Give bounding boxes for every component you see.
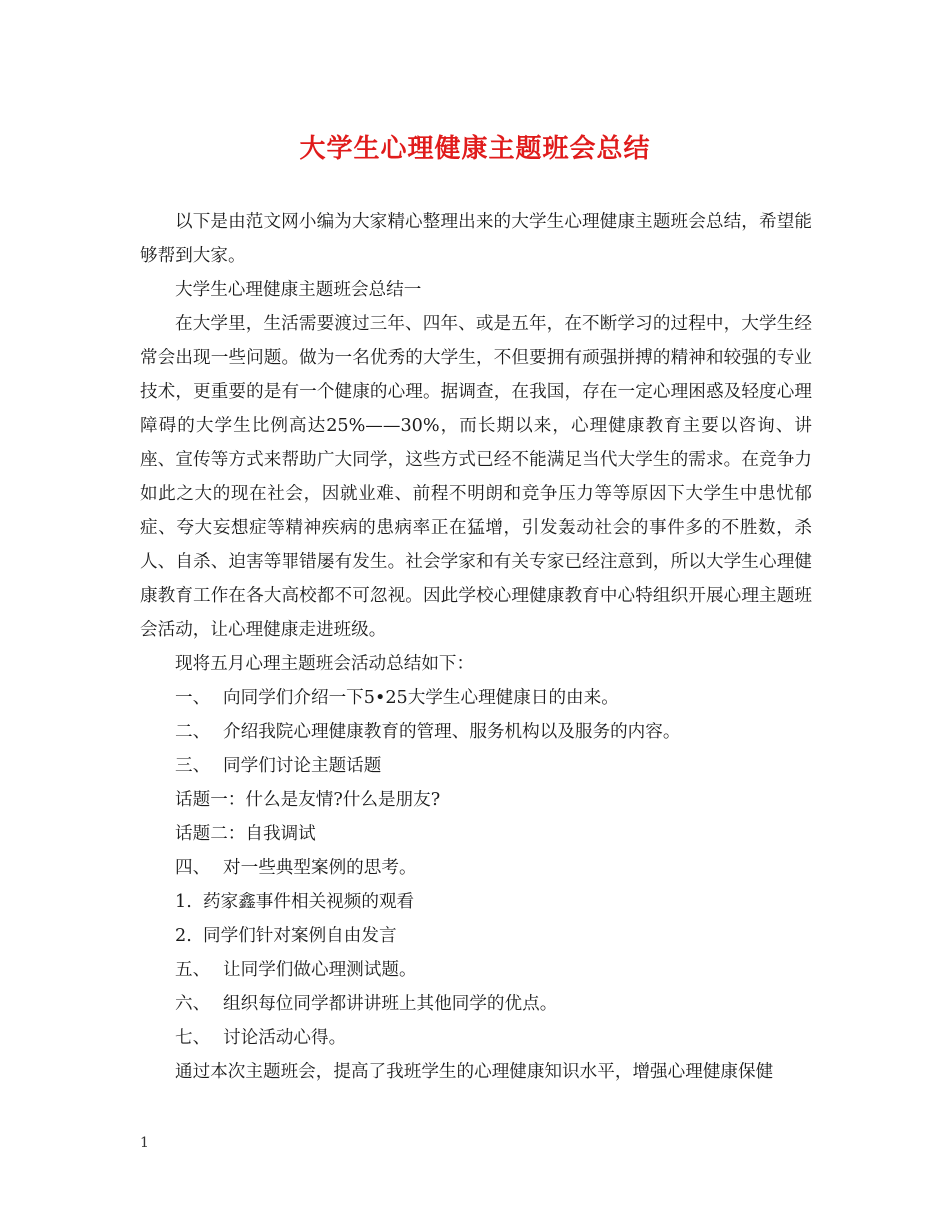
page-number: 1 bbox=[140, 1135, 149, 1151]
list-item bbox=[140, 987, 812, 1021]
list-item-number: 二、 bbox=[175, 722, 211, 742]
list-item bbox=[140, 1021, 812, 1055]
main-paragraph: 在大学里，生活需要渡过三年、四年、或是五年，在不断学习的过程中，大学生经常会出现一些问题。做为一名优秀的大学生，不但要拥有顽强拼搏的精神和较强的专业技术，更重要的是有一个健康的心理。据调查，在我国，存在一定心理困惑及轻度心理障碍的大学生比例高达25%——30%，而长期以来，心理健康教育主要以咨询、讲座、宣传等方式来帮助广大同学，这些方式已经不能满足当代大学生的需求。在竞争力如此之大的现在社会，因就业难、前程不明朗和竞争压力等等原因下大学生中患忧郁症、夸大妄想症等精神疾病的患病率正在猛增，引发轰动社会的事件多的不胜数，杀人、自杀、迫害等罪错屡有发生。社会学家和有关专家已经注意到，所以大学生心理健康教育工作在各大高校都不可忽视。因此学校心理健康教育中心特组织开展心理主题班会活动，让心理健康走进班级。 bbox=[140, 314, 812, 640]
list-item bbox=[140, 851, 812, 885]
sub-list-item bbox=[140, 885, 812, 919]
list-item bbox=[140, 953, 812, 987]
list-item-text: 讨论活动心得。 bbox=[223, 1028, 347, 1048]
list-item bbox=[140, 715, 812, 749]
topic-two: 话题二：自我调试 bbox=[175, 824, 316, 844]
sub-list-item-text: 同学们针对案例自由发言 bbox=[203, 926, 397, 946]
list-item-number: 三、 bbox=[175, 756, 211, 776]
list-item-number: 六、 bbox=[175, 994, 211, 1014]
list-item-number: 七、 bbox=[175, 1028, 211, 1048]
closing-paragraph: 通过本次主题班会，提高了我班学生的心理健康知识水平，增强心理健康保健 bbox=[175, 1062, 774, 1082]
list-item bbox=[140, 749, 812, 783]
list-item-number: 四、 bbox=[175, 858, 211, 878]
sub-list-item-text: 药家鑫事件相关视频的观看 bbox=[203, 892, 415, 912]
list-item-text: 向同学们介绍一下5•25大学生心理健康日的由来。 bbox=[223, 688, 619, 708]
list-item-text: 介绍我院心理健康教育的管理、服务机构以及服务的内容。 bbox=[223, 722, 681, 742]
list-item-text: 组织每位同学都讲讲班上其他同学的优点。 bbox=[223, 994, 558, 1014]
document-title: 大学生心理健康主题班会总结 bbox=[299, 134, 651, 164]
intro-paragraph: 以下是由范文网小编为大家精心整理出来的大学生心理健康主题班会总结，希望能够帮到大家。 bbox=[140, 212, 812, 266]
topic-one: 话题一：什么是友情?什么是朋友? bbox=[175, 790, 441, 810]
list-item-text: 对一些典型案例的思考。 bbox=[223, 858, 417, 878]
list-item bbox=[140, 681, 812, 715]
summary-intro: 现将五月心理主题班会活动总结如下： bbox=[175, 654, 475, 674]
sub-list-item bbox=[140, 919, 812, 953]
list-item-text: 同学们讨论主题话题 bbox=[223, 756, 382, 776]
list-item-number: 一、 bbox=[175, 688, 211, 708]
sub-list-item-number: 1. bbox=[175, 892, 192, 912]
sub-list-item-number: 2. bbox=[175, 926, 192, 946]
list-item-number: 五、 bbox=[175, 960, 211, 980]
document-body bbox=[140, 205, 812, 1089]
list-item-text: 让同学们做心理测试题。 bbox=[223, 960, 417, 980]
section-heading: 大学生心理健康主题班会总结一 bbox=[175, 280, 422, 300]
